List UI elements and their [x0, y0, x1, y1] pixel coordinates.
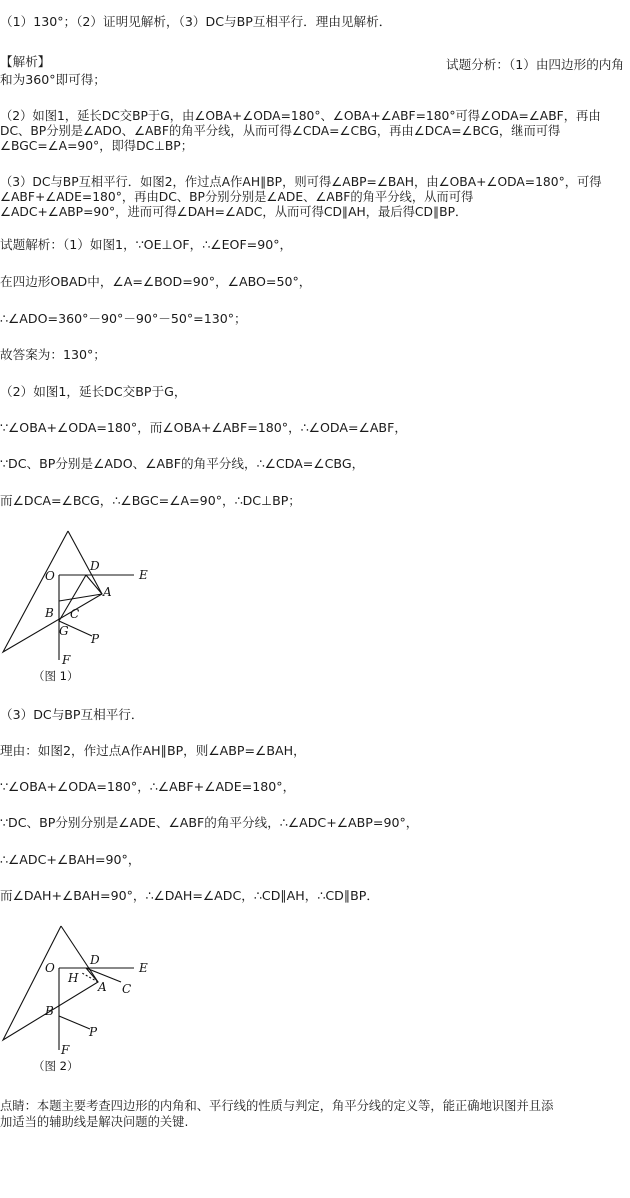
label-C: C [122, 982, 132, 996]
solution-line: 故答案为：130°； [0, 347, 106, 362]
solution-line: 而∠DCA=∠BCG，∴∠BGC=∠A=90°，∴DC⊥BP； [0, 493, 301, 508]
analysis-intro-cont: 和为360°即可得； [0, 72, 106, 87]
figure-2 [0, 922, 180, 1077]
analysis-tag: 【解析】 [0, 54, 51, 69]
solution-line: 试题解析：（1）如图1，∵OE⊥OF，∴∠EOF=90°， [0, 237, 293, 252]
solution3-line: 理由：如图2，作过点A作AH∥BP，则∠ABP=∠BAH， [0, 743, 306, 758]
solution3-line: ∵∠OBA+∠ODA=180°，∴∠ABF+∠ADE=180°， [0, 779, 296, 794]
solution-line: ∴∠ADO=360°－90°－90°－50°=130°； [0, 311, 247, 326]
label-E: E [139, 568, 148, 582]
label-H: H [68, 971, 79, 985]
figure-1-caption: （图 1） [33, 669, 79, 683]
comment-line: 点睛：本题主要考查四边形的内角和、平行线的性质与判定，角平分线的定义等，能正确地识图并且添 [0, 1099, 554, 1113]
analysis-p2-line: ∠BGC=∠A=90°，即得DC⊥BP； [0, 139, 194, 153]
solution-line: ∵∠OBA+∠ODA=180°，而∠OBA+∠ABF=180°，∴∠ODA=∠ABF， [0, 420, 407, 435]
label-F: F [62, 653, 71, 667]
label-A: A [103, 585, 112, 599]
analysis-intro: 试题分析：（1）由四边形的内角 [445, 57, 624, 72]
solution-line: ∵DC、BP分别是∠ADO、∠ABF的角平分线，∴∠CDA=∠CBG， [0, 456, 365, 471]
label-B: B [45, 1004, 54, 1018]
solution-line: （2）如图1，延长DC交BP于G， [0, 384, 187, 399]
solution3-line: ∵DC、BP分别分别是∠ADE、∠ABF的角平分线，∴∠ADC+∠ABP=90°， [0, 815, 419, 830]
comment-line: 加适当的辅助线是解决问题的关键. [0, 1115, 189, 1129]
figure-1 [0, 528, 180, 688]
label-F: F [61, 1043, 70, 1057]
analysis-p2-line: （2）如图1，延长DC交BP于G，由∠OBA+∠ODA=180°、∠OBA+∠ABF=180°可得∠ODA=∠ABF，再由 [0, 109, 601, 123]
analysis-p2-line: DC、BP分别是∠ADO、∠ABF的角平分线，从而可得∠CDA=∠CBG，再由∠DCA=∠BCG，继而可得 [0, 124, 561, 138]
figure-2-caption: （图 2） [33, 1059, 79, 1073]
solution3-line: 而∠DAH+∠BAH=90°，∴∠DAH=∠ADC，∴CD∥AH，∴CD∥BP． [0, 888, 379, 903]
label-P: P [89, 1025, 98, 1039]
label-P: P [91, 632, 100, 646]
solution3-line: （3）DC与BP互相平行． [0, 707, 144, 722]
analysis-p3-line: （3）DC与BP互相平行．如图2，作过点A作AH∥BP，则可得∠ABP=∠BAH，由∠OBA+∠ODA=180°，可得 [0, 175, 602, 189]
label-D: D [90, 559, 100, 573]
analysis-p3-line: ∠ADC+∠ABP=90°，进而可得∠DAH=∠ADC，从而可得CD∥AH，最后得CD∥BP． [0, 205, 468, 219]
label-G: G [59, 624, 69, 638]
solution-line: 在四边形OBAD中，∠A=∠BOD=90°，∠ABO=50°， [0, 274, 312, 289]
label-C: C [70, 607, 80, 621]
solution3-line: ∴∠ADC+∠BAH=90°， [0, 852, 141, 867]
answer-line: （1）130°；（2）证明见解析，（3）DC与BP互相平行．理由见解析． [0, 14, 392, 29]
label-D: D [90, 953, 100, 967]
label-O: O [45, 569, 55, 583]
analysis-p3-line: ∠ABF+∠ADE=180°，再由DC、BP分别分别是∠ADE、∠ABF的角平分线，从而可得 [0, 190, 474, 204]
label-B: B [45, 606, 54, 620]
label-O: O [45, 961, 55, 975]
label-A: A [98, 980, 107, 994]
label-E: E [139, 961, 148, 975]
